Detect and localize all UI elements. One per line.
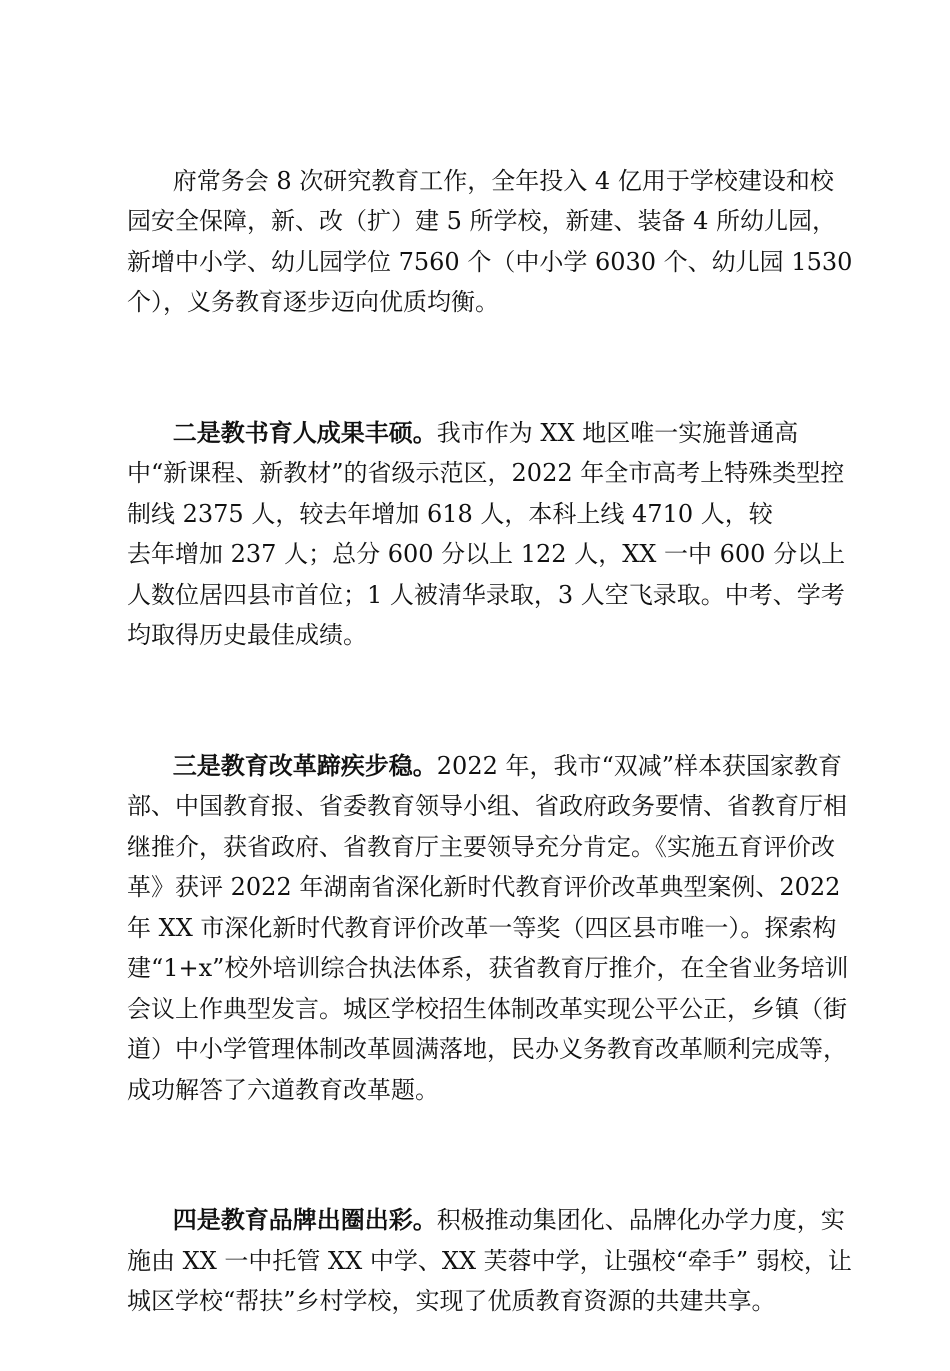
paragraph-2-text: 我市作为 XX 地区唯一实施普通高中“新课程、新教材”的省级示范区，2022 年全市高考上特殊类型控制线 2375 人，较去年增加 618 人，本科上线 4710 人，较 去年增加 237 人；总分 600 分以上 122 人，XX 一中 600 分以上人数位居四县市首位；1 人被清华录取，3 人空飞录取。中考、学考均取得历史最佳成绩。 bbox=[127, 418, 846, 649]
paragraph-3-lead: 三是教育改革蹄疾步稳。 bbox=[172, 751, 437, 780]
paragraph-3-text: 2022 年，我市“双减”样本获国家教育部、中国教育报、省委教育领导小组、省政府政务要情、省教育厅相继推介，获省政府、省教育厅主要领导充分肯定。《实施五育评价改革》获评 2022 年湖南省深化新时代教育评价改革典型案例、2022 年 XX 市深化新时代教育评价改革一等奖（四区县市唯一）。探索构建“1+x”校外培训综合执法体系，获省教育厅推介，在全省业务培训会议上作典型发言。城区学校招生体制改革实现公平公正，乡镇（街道）中小学管理体制改革圆满落地，民办义务教育改革顺利完成等，成功解答了六道教育改革题。 bbox=[127, 751, 849, 1104]
paragraph-2 bbox=[127, 372, 857, 696]
paragraph-1-text: 府常务会 8 次研究教育工作，全年投入 4 亿用于学校建设和校园安全保障，新、改（扩）建 5 所学校，新建、装备 4 所幼儿园，新增中小学、幼儿园学位 7560 个（中小学 6030 个、幼儿园 1530 个），义务教育逐步迈向优质均衡。 bbox=[127, 166, 861, 316]
paragraph-4 bbox=[127, 1160, 857, 1363]
paragraph-2-lead: 二是教书育人成果丰硕。 bbox=[172, 418, 437, 447]
paragraph-4-lead: 四是教育品牌出圈出彩。 bbox=[172, 1206, 437, 1234]
paragraph-4-text: 积极推动集团化、品牌化办学力度，实施由 XX 一中托管 XX 中学、XX 芙蓉中学，让强校“牵手” 弱校，让城区学校“帮扶”乡村学校，实现了优质教育资源的共建共享。 bbox=[127, 1206, 852, 1315]
paragraph-1 bbox=[127, 120, 861, 363]
document-body bbox=[127, 120, 861, 1371]
paragraph-3 bbox=[127, 705, 857, 1151]
